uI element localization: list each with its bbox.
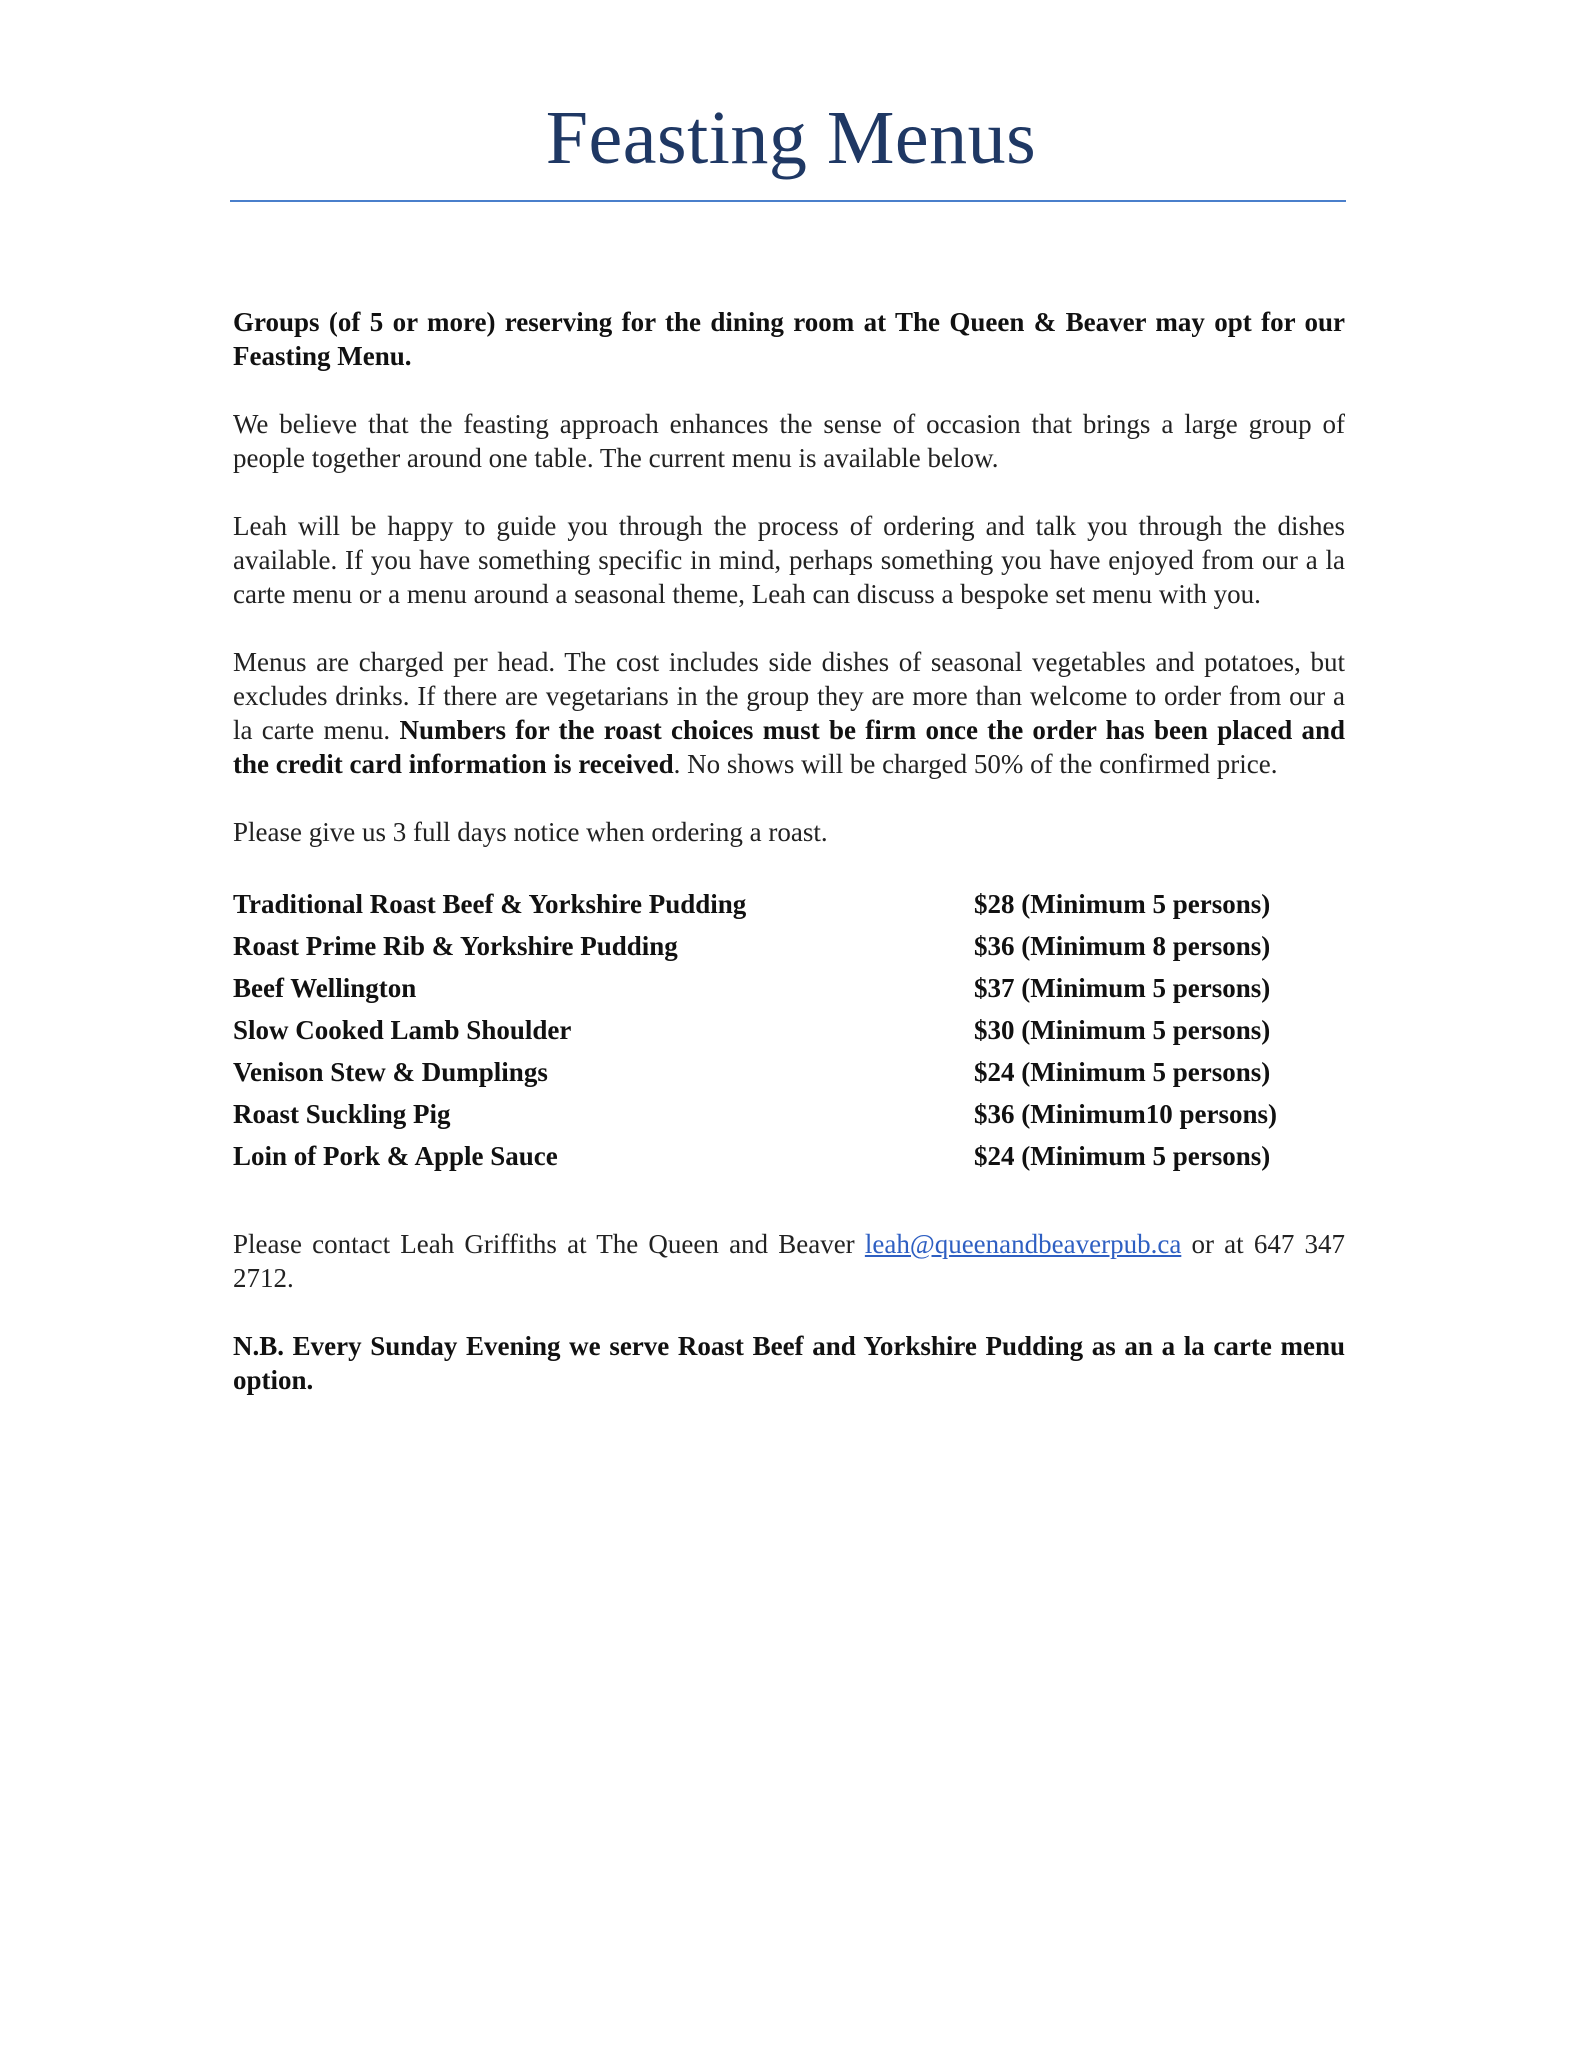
menu-item-price: $28 (Minimum 5 persons): [974, 889, 1271, 919]
menu-item-price: $36 (Minimum10 persons): [974, 1099, 1277, 1129]
charges-bold-text: Numbers for the roast choices must be firm once the order has been placed and the credit card information is received: [233, 715, 1346, 779]
page-title: Feasting Menus: [545, 96, 1037, 180]
menu-item-price: $30 (Minimum 5 persons): [974, 1015, 1271, 1045]
notice-paragraph: Please give us 3 full days notice when ordering a roast.: [233, 817, 828, 847]
menu-item-dish: Roast Prime Rib & Yorkshire Pudding: [233, 931, 678, 961]
menu-item-dish: Venison Stew & Dumplings: [233, 1057, 548, 1087]
menu-list: [233, 883, 1345, 1177]
contact-text-end: or at 647 347 2712.: [233, 1229, 1345, 1293]
email-link[interactable]: leah@queenandbeaverpub.ca: [864, 1229, 1182, 1259]
charges-paragraph: [233, 645, 1345, 781]
menu-item: [233, 883, 1345, 925]
menu-item: [233, 1051, 1345, 1093]
intro-paragraph: Groups (of 5 or more) reserving for the dining room at The Queen & Beaver may opt for our Feasting Menu.: [233, 307, 1345, 371]
nb-paragraph: N.B. Every Sunday Evening we serve Roast Beef and Yorkshire Pudding as an a la carte menu option.: [233, 1331, 1345, 1395]
menu-item-dish: Traditional Roast Beef & Yorkshire Pudding: [233, 889, 747, 919]
menu-item: [233, 1135, 1345, 1177]
menu-item: [233, 1009, 1345, 1051]
leah-paragraph: Leah will be happy to guide you through the process of ordering and talk you through the dishes available. If you have something specific in mind, perhaps something you have enjoyed from our a la carte menu or a menu around a seasonal theme, Leah can discuss a bespoke set menu with you.: [233, 511, 1345, 609]
charges-text-start: Menus are charged per head. The cost includes side dishes of seasonal vegetables and potatoes, but excludes drinks. If there are vegetarians in the group they are more than welcome to order from our a la carte menu.: [233, 647, 1345, 745]
menu-item-price: $37 (Minimum 5 persons): [974, 973, 1271, 1003]
approach-paragraph: We believe that the feasting approach enhances the sense of occasion that brings a large group of people together around one table. The current menu is available below.: [233, 409, 1345, 473]
menu-item: [233, 925, 1345, 967]
menu-item-price: $24 (Minimum 5 persons): [974, 1141, 1271, 1171]
menu-item: [233, 1093, 1345, 1135]
menu-item: [233, 967, 1345, 1009]
menu-item-price: $36 (Minimum 8 persons): [974, 931, 1271, 961]
contact-paragraph: [233, 1227, 1345, 1295]
title-divider: [230, 200, 1346, 202]
document-body: [233, 305, 1345, 1431]
menu-item-dish: Slow Cooked Lamb Shoulder: [233, 1015, 572, 1045]
menu-item-dish: Beef Wellington: [233, 973, 417, 1003]
menu-item-price: $24 (Minimum 5 persons): [974, 1057, 1271, 1087]
menu-item-dish: Loin of Pork & Apple Sauce: [233, 1141, 558, 1171]
charges-text-end: . No shows will be charged 50% of the confirmed price.: [673, 749, 1278, 779]
contact-text-start: Please contact Leah Griffiths at The Queen and Beaver: [233, 1229, 865, 1259]
menu-item-dish: Roast Suckling Pig: [233, 1099, 451, 1129]
